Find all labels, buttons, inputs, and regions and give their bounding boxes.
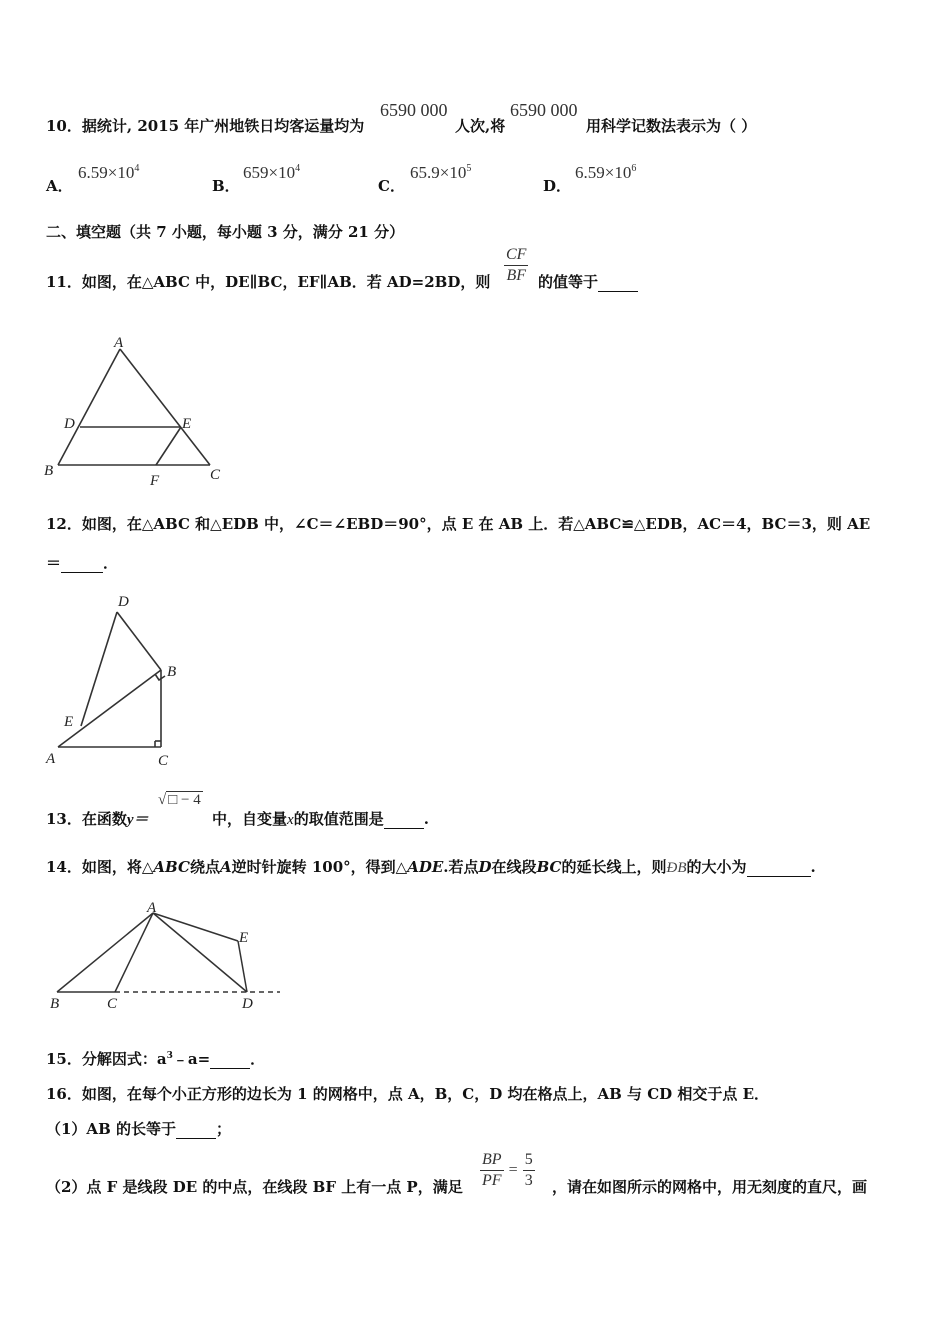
q10-option-b-value: [243, 163, 300, 183]
mantissa: 6.59×10: [78, 163, 135, 182]
label-d: D: [118, 594, 129, 610]
line-ac: [120, 349, 210, 465]
mantissa: 65.9×10: [410, 163, 467, 182]
q14-text4: .若点: [443, 858, 479, 876]
q10-text-after: 用科学记数法表示为（ ）: [586, 117, 757, 135]
right-angle-b: [155, 674, 165, 680]
equals: ＝: [46, 554, 62, 572]
q13-line: [46, 808, 149, 829]
exponent: 4: [295, 163, 301, 174]
q13-text-before: 在函数: [81, 810, 127, 828]
q10-option-d[interactable]: [543, 175, 571, 196]
answer-blank[interactable]: [598, 277, 638, 292]
exponent: 5: [466, 163, 472, 174]
q10-text-before: 据统计, 2015 年广州地铁日均客运量均为: [81, 117, 365, 135]
q14-text6: 的延长线上，则: [561, 858, 667, 876]
exponent: 4: [134, 163, 140, 174]
q14-text5: 在线段: [491, 858, 537, 876]
q16-number: 16．: [46, 1085, 82, 1103]
q10-option-a[interactable]: [46, 175, 73, 196]
q10-value1: 6590 000: [380, 100, 448, 120]
fraction-numerator: BP: [480, 1150, 504, 1171]
q14-d: D: [478, 858, 492, 876]
q12-line: [46, 513, 870, 534]
q12-figure: [40, 590, 200, 770]
q14-number: 14．: [46, 858, 82, 876]
q15-exponent: 3: [166, 1051, 173, 1061]
option-label: A．: [46, 177, 73, 195]
q10-option-a-value: [78, 163, 139, 183]
q14-figure: [45, 895, 285, 1015]
line-ae: [153, 913, 238, 941]
fraction: [504, 245, 528, 286]
q15-line: [46, 1048, 265, 1069]
line-de: [81, 612, 117, 726]
fraction: [480, 1150, 504, 1191]
ratio-denominator: 3: [524, 1172, 533, 1189]
q13-text-after-wrap: [212, 808, 429, 829]
q14-a: A: [219, 858, 232, 876]
label-e: E: [64, 714, 74, 730]
label-a: A: [114, 335, 124, 351]
end-mark: .: [810, 858, 816, 876]
q10-text-mid: 人次,将: [455, 117, 506, 135]
label-b: B: [167, 664, 177, 680]
option-label: C．: [378, 177, 405, 195]
q10-option-d-value: [575, 163, 636, 183]
line-ef: [156, 427, 181, 465]
q11-number: 11．: [46, 273, 82, 291]
label-c: C: [158, 753, 169, 769]
q10-line: [46, 115, 364, 136]
q11-fraction: [504, 245, 528, 286]
end-mark: ．: [250, 1050, 266, 1068]
q16-fraction: [480, 1150, 535, 1191]
q14-text1: 如图，将△: [81, 858, 154, 876]
line-ab: [57, 913, 153, 992]
q11-text: 如图，在△ABC 中，DE∥BC，EF∥AB．若 AD=2BD，则: [81, 273, 491, 291]
q10-option-c[interactable]: [378, 175, 405, 196]
q15-number: 15．: [46, 1050, 82, 1068]
q14-line: [46, 856, 816, 877]
sqrt-sign: √: [158, 792, 167, 808]
answer-blank[interactable]: [747, 862, 811, 877]
q10-number: 10．: [46, 117, 82, 135]
line-ab: [58, 670, 161, 747]
line-ac: [115, 913, 153, 992]
q13-text-end: 的取值范围是: [293, 810, 384, 828]
q16-part2: [46, 1176, 463, 1197]
equals-sign: =: [508, 1161, 518, 1179]
label-a: A: [147, 900, 157, 916]
q13-radical: [158, 792, 203, 809]
fraction-denominator: BF: [506, 267, 526, 284]
option-label: D．: [543, 177, 572, 195]
q14-bc: BC: [536, 858, 562, 876]
q16-part1-text: （1）AB 的长等于: [46, 1120, 176, 1138]
option-label: B．: [212, 177, 240, 195]
q10-option-c-value: [410, 163, 471, 183]
answer-blank[interactable]: [210, 1054, 250, 1069]
section-heading: 二、填空题（共 7 小题，每小题 3 分，满分 21 分）: [46, 223, 405, 241]
q14-text2: 绕点: [189, 858, 220, 876]
end-mark: ．: [103, 554, 119, 572]
answer-blank[interactable]: [176, 1124, 216, 1139]
q14-abc: ABC: [153, 858, 190, 876]
label-f: F: [150, 473, 160, 489]
end-mark: ；: [215, 1120, 231, 1138]
q16-part2-after: ，请在如图所示的网格中，用无刻度的直尺，画: [552, 1178, 868, 1196]
label-c: C: [210, 467, 221, 483]
q15-text-after: ﹣a=: [172, 1050, 211, 1068]
q13-func-lhs: y＝: [126, 812, 149, 828]
q14-angle-symbol: ÐB: [666, 860, 687, 876]
mantissa: 6.59×10: [575, 163, 632, 182]
q12-number: 12．: [46, 515, 82, 533]
q14-text3: 逆时针旋转 100°，得到△: [231, 858, 408, 876]
q10-value2: 6590 000: [510, 100, 578, 120]
q10-option-b[interactable]: [212, 175, 240, 196]
label-e: E: [239, 930, 249, 946]
line-ab: [58, 349, 120, 465]
exponent: 6: [631, 163, 637, 174]
q16-line: [46, 1083, 769, 1104]
label-c: C: [107, 996, 118, 1012]
q16-text: 如图，在每个小正方形的边长为 1 的网格中，点 A，B，C，D 均在格点上，AB 与 CD 相交于点 E．: [81, 1085, 770, 1103]
q11-line: [46, 271, 490, 292]
q11-text-after: [538, 271, 638, 292]
line-ed: [238, 941, 247, 992]
q11-tail: 的值等于: [538, 273, 599, 291]
q13-number: 13．: [46, 810, 82, 828]
q16-part2-before: （2）点 F 是线段 DE 的中点，在线段 BF 上有一点 P，满足: [46, 1178, 463, 1196]
q13-radicand: □ − 4: [168, 792, 201, 808]
q14-text7: 的大小为: [686, 858, 747, 876]
label-e: E: [182, 416, 192, 432]
ratio-numerator: 5: [523, 1150, 535, 1171]
q11-figure: [40, 335, 240, 490]
answer-blank[interactable]: [384, 814, 424, 829]
end-mark: .: [423, 810, 429, 828]
label-d: D: [64, 416, 75, 432]
fraction-denominator: PF: [482, 1172, 502, 1189]
q13-var: x: [287, 812, 294, 828]
answer-blank[interactable]: [61, 558, 103, 573]
q15-text: 分解因式：a: [81, 1050, 167, 1068]
label-a: A: [46, 751, 56, 767]
q12-text: 如图，在△ABC 和△EDB 中，∠C＝∠EBD＝90°，点 E 在 AB 上．若△ABC≌△EDB，AC＝4，BC＝3，则 AE: [81, 515, 871, 533]
line-db: [117, 612, 161, 670]
q14-ade: ADE: [407, 858, 444, 876]
q12-line2: [46, 552, 118, 573]
line-ad: [153, 913, 247, 992]
ratio-fraction: [523, 1150, 535, 1191]
fraction-numerator: CF: [504, 245, 528, 266]
mantissa: 659×10: [243, 163, 296, 182]
label-b: B: [44, 463, 54, 479]
label-b: B: [50, 996, 60, 1012]
label-d: D: [242, 996, 253, 1012]
q13-text-after: 中，自变量: [212, 810, 288, 828]
q16-part1: [46, 1118, 231, 1139]
